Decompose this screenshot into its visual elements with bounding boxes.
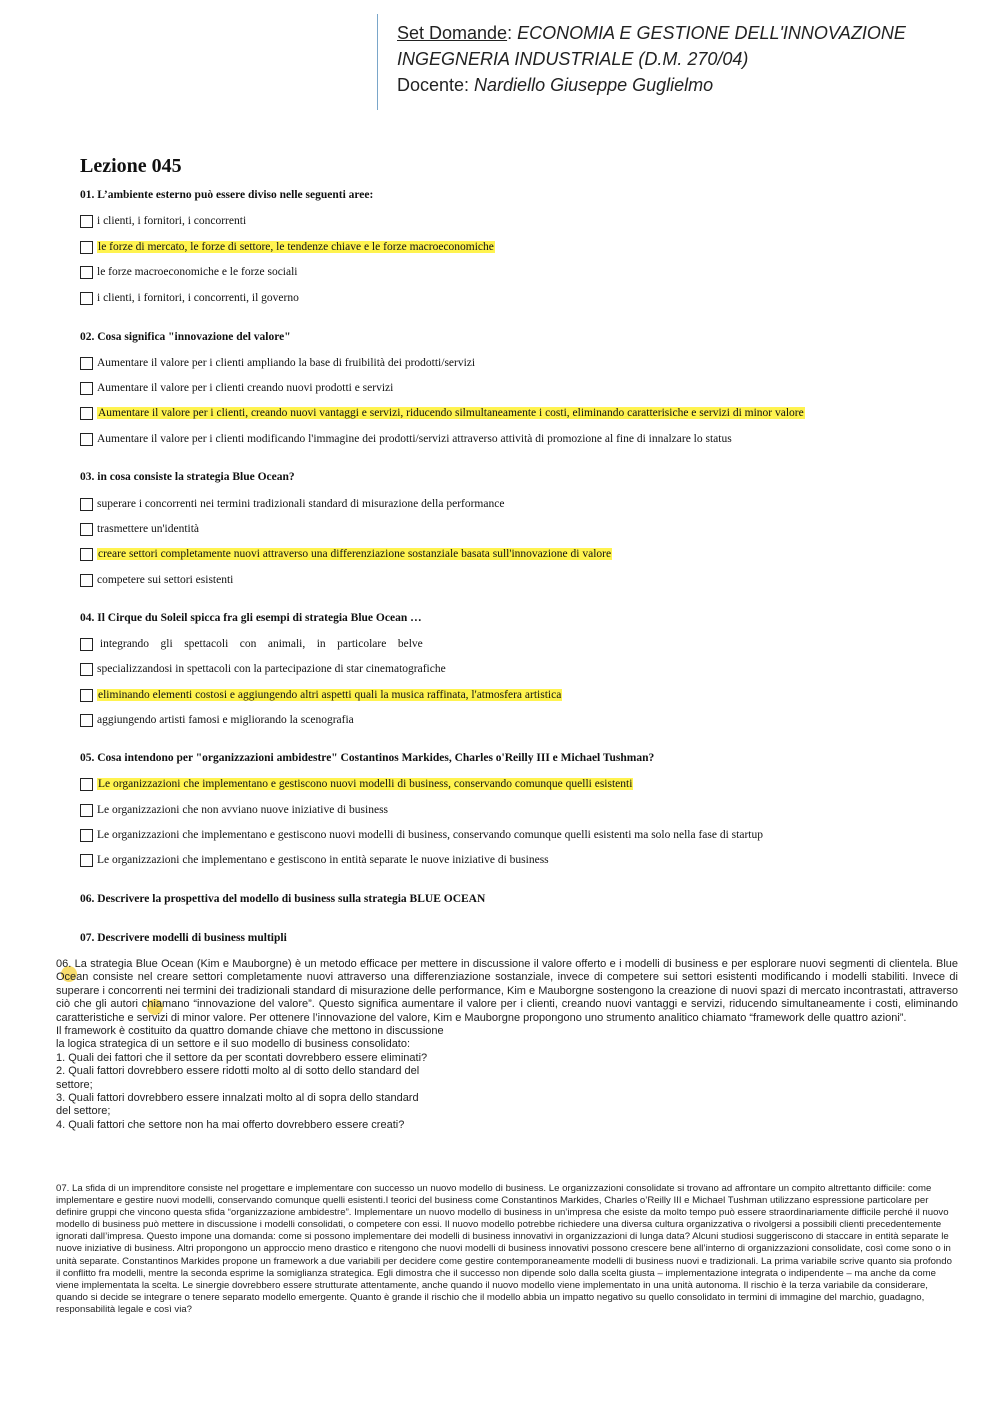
option-checkbox[interactable] (80, 266, 93, 279)
answer-06-line: settore; (56, 1078, 93, 1091)
option-checkbox[interactable] (80, 778, 93, 791)
answer-07: 07. La sfida di un imprenditore consiste nel progettare e implementare con successo un nuovo modello di business. Le organizzazioni consolidate si trovano ad affrontare un compito altrettanto difficile: come implementare e gestire nuovi modelli, conservando comunque quelli esistenti.I teorici del business come Constantinos Markides, Charles o’Reilly III e Michael Tushman utilizzano espressione particolare per definire gruppi che vincono questa sfida “organizzazione ambidestre”. Implementare un nuovo modello di business in un’impresa che esiste da molto tempo può essere straordinariamente difficile perché il nuovo modello di business può mettere in discussione i modelli consolidati, o competere con essi. Il nuovo modello potrebbe richiedere una diversa cultura organizzativa o rivolgersi a possibili clienti precedentemente ignorati dall’impresa. Questo impone una domanda: come si possono implementare dei modelli di business innovativi in organizzazioni di lunga data? Alcuni studiosi suggeriscono di staccare in entità separate le nuove iniziative di business. Altri propongono un approccio meno drastico e ritengono che nuovi modelli di business innovativi possono crescere bene all’interno di organizzazioni consolidate, così come sono o in unità separate. Constantinos Markides propone un framework a due variabili per decidere come gestire contemporaneamente modelli di business nuovi e tradizionali. La prima variabile scrive quanto sia profondo il conflitto fra modelli, mentre la seconda esprime la somiglianza strategica. Egli dimostra che il successo non dipende solo dalla scelta giusta – implementazione integrata o indipendente – ma anche da come viene implementata la scelta. Le sinergie dovrebbero essere strutturate attentamente, anche quando il nuovo modello viene implementato in una unità autonoma. Il rischio è la terza variabile da considerare, quando si decide se integrare o tenere separato modello emergente. Quanto è grande il rischio che il modello abbia un impatto negativo su quello consolidato in termini di immagine del marchio, guadagno, responsabilità legale e così via? (56, 1183, 952, 1315)
question-01: 01. L’ambiente esterno può essere diviso nelle seguenti aree: (80, 189, 374, 201)
answer-06-line: la logica strategica di un settore e il suo modello di business consolidato: (56, 1038, 411, 1051)
option-label: Le organizzazioni che non avviano nuove iniziative di business (97, 804, 389, 816)
question-06: 06. Descrivere la prospettiva del modello di business sulla strategia BLUE OCEAN (80, 893, 486, 905)
lesson-title: Lezione 045 (80, 155, 182, 177)
option-row[interactable] (80, 572, 233, 588)
question-04: 04. Il Cirque du Soleil spicca fra gli esempi di strategia Blue Ocean … (80, 612, 422, 624)
option-row[interactable] (80, 405, 805, 421)
answer-06 (56, 958, 958, 1132)
question-05: 05. Cosa intendono per "organizzazioni ambidestre" Costantinos Markides, Charles o'Reilly III e Michael Tushman? (80, 752, 655, 764)
degree-title: INGEGNERIA INDUSTRIALE (D.M. 270/04) (397, 49, 749, 69)
option-label: i clienti, i fornitori, i concorrenti (97, 215, 247, 227)
option-row[interactable] (80, 213, 246, 229)
option-checkbox[interactable] (80, 714, 93, 727)
option-row[interactable] (80, 290, 299, 306)
option-checkbox[interactable] (80, 215, 93, 228)
option-label: competere sui settori esistenti (97, 574, 234, 586)
header-line-3 (397, 72, 906, 98)
option-label-highlighted: creare settori completamente nuovi attraverso una differenziazione sostanziale basata sull'innovazione di valore (98, 548, 612, 560)
option-row[interactable] (80, 380, 393, 396)
option-checkbox[interactable] (80, 433, 93, 446)
header-line-1 (397, 20, 906, 46)
option-label: i clienti, i fornitori, i concorrenti, il governo (97, 292, 299, 304)
option-row[interactable] (80, 661, 446, 677)
option-label: Aumentare il valore per i clienti creando nuovi prodotti e servizi (97, 382, 394, 394)
option-checkbox[interactable] (80, 689, 93, 702)
option-label: trasmettere un'identità (97, 523, 200, 535)
option-row[interactable] (80, 636, 423, 652)
option-checkbox[interactable] (80, 663, 93, 676)
set-separator: : (507, 23, 518, 43)
option-checkbox[interactable] (80, 523, 93, 536)
question-02: 02. Cosa significa "innovazione del valore" (80, 331, 291, 343)
option-label: Le organizzazioni che implementano e gestiscono nuovi modelli di business, conservando comunque quelli esistenti ma solo nella fase di startup (97, 829, 763, 841)
option-row[interactable] (80, 431, 732, 447)
question-07: 07. Descrivere modelli di business multipli (80, 932, 287, 944)
option-checkbox[interactable] (80, 407, 93, 420)
answer-06-line: 2. Quali fattori dovrebbero essere ridotti molto al di sotto dello standard del (56, 1065, 420, 1078)
answer-06-line: 1. Quali dei fattori che il settore da per scontati dovrebbero essere eliminati? (56, 1051, 428, 1064)
option-checkbox[interactable] (80, 357, 93, 370)
answer-06-line: 3. Quali fattori dovrebbero essere innalzati molto al di sopra dello standard (56, 1092, 419, 1105)
option-checkbox[interactable] (80, 498, 93, 511)
option-checkbox[interactable] (80, 382, 93, 395)
option-row[interactable] (80, 852, 549, 868)
question-03: 03. in cosa consiste la strategia Blue Ocean? (80, 471, 295, 483)
answer-06-line: 4. Quali fattori che settore non ha mai offerto dovrebbero essere creati? (56, 1118, 405, 1131)
option-label: integrando gli spettacoli con animali, in particolare belve (97, 638, 423, 650)
option-label-highlighted: Aumentare il valore per i clienti, creando nuovi vantaggi e servizi, riducendo silmultaneamente i costi, eliminando caratterisiche e servizi di minor valore (98, 407, 804, 419)
option-label: specializzandosi in spettacoli con la partecipazione di star cinematografiche (97, 663, 446, 675)
option-checkbox[interactable] (80, 241, 93, 254)
option-checkbox[interactable] (80, 574, 93, 587)
option-checkbox[interactable] (80, 548, 93, 561)
option-label: Le organizzazioni che implementano e gestiscono in entità separate le nuove iniziative di business (97, 854, 549, 866)
option-label: Aumentare il valore per i clienti modificando l'immagine dei prodotti/servizi attraverso attività di promozione al fine di innalzare lo status (97, 433, 732, 445)
option-row[interactable] (80, 521, 199, 537)
course-title: ECONOMIA E GESTIONE DELL'INNOVAZIONE (517, 23, 906, 43)
answer-06-line: Il framework è costituito da quattro domande chiave che mettono in discussione (56, 1025, 444, 1038)
option-label-highlighted: le forze di mercato, le forze di settore, le tendenze chiave e le forze macroeconomiche (98, 241, 494, 253)
option-row[interactable] (80, 496, 504, 512)
header-line-2 (397, 46, 906, 72)
option-row[interactable] (80, 264, 298, 280)
option-checkbox[interactable] (80, 854, 93, 867)
option-row[interactable] (80, 827, 763, 843)
option-label: superare i concorrenti nei termini tradizionali standard di misurazione della performance (97, 498, 505, 510)
answer-06-line: del settore; (56, 1105, 111, 1118)
option-label-highlighted: eliminando elementi costosi e aggiungendo altri aspetti quali la musica raffinata, l'atmosfera artistica (98, 689, 562, 701)
option-label: aggiungendo artisti famosi e migliorando la scenografia (97, 714, 354, 726)
set-label: Set Domande (397, 23, 508, 43)
option-row[interactable] (80, 239, 495, 255)
option-checkbox[interactable] (80, 292, 93, 305)
option-checkbox[interactable] (80, 804, 93, 817)
option-row[interactable] (80, 712, 354, 728)
answer-06-paragraph: 06. La strategia Blue Ocean (Kim e Mauborgne) è un metodo efficace per mettere in discussione il valore offerto e i modelli di business e per esplorare nuovi segmenti di clientela. Blue Ocean consiste nel creare settori completamente nuovi attraverso una differenziazione sostanziale, invece di competere sui settori esistenti modificando i modelli stabiliti. Invece di superare i concorrenti nei termini dei tradizionali standard di misurazione delle performance, Kim e Mauborgne sostengono la creazione di nuovi spazi di mercato incontrastati, attraverso ciò che gli autori chiamano “innovazione del valore”. Questo significa aumentare il valore per i clienti, creando nuovi vantaggi e servizi, riducendo simultaneamente i costi, eliminando caratteristiche e servizi di minor valore. Per ottenere l’innovazione del valore, Kim e Mauborgne propongono uno strumento analitico chiamato “framework delle quattro azioni”. (56, 958, 958, 1024)
teacher-name: Nardiello Giuseppe Guglielmo (474, 75, 714, 95)
option-checkbox[interactable] (80, 829, 93, 842)
option-row[interactable] (80, 355, 475, 371)
option-row[interactable] (80, 776, 633, 792)
option-label: Aumentare il valore per i clienti ampliando la base di fruibilità dei prodotti/servizi (97, 357, 476, 369)
option-label-highlighted: Le organizzazioni che implementano e gestiscono nuovi modelli di business, conservando comunque quelli esistenti (98, 778, 633, 790)
option-label: le forze macroeconomiche e le forze sociali (97, 266, 298, 278)
option-row[interactable] (80, 546, 612, 562)
option-checkbox[interactable] (80, 638, 93, 651)
teacher-label: Docente: (397, 75, 475, 95)
header-divider (377, 14, 378, 110)
option-row[interactable] (80, 802, 388, 818)
document-header (397, 20, 906, 98)
option-row[interactable] (80, 687, 562, 703)
